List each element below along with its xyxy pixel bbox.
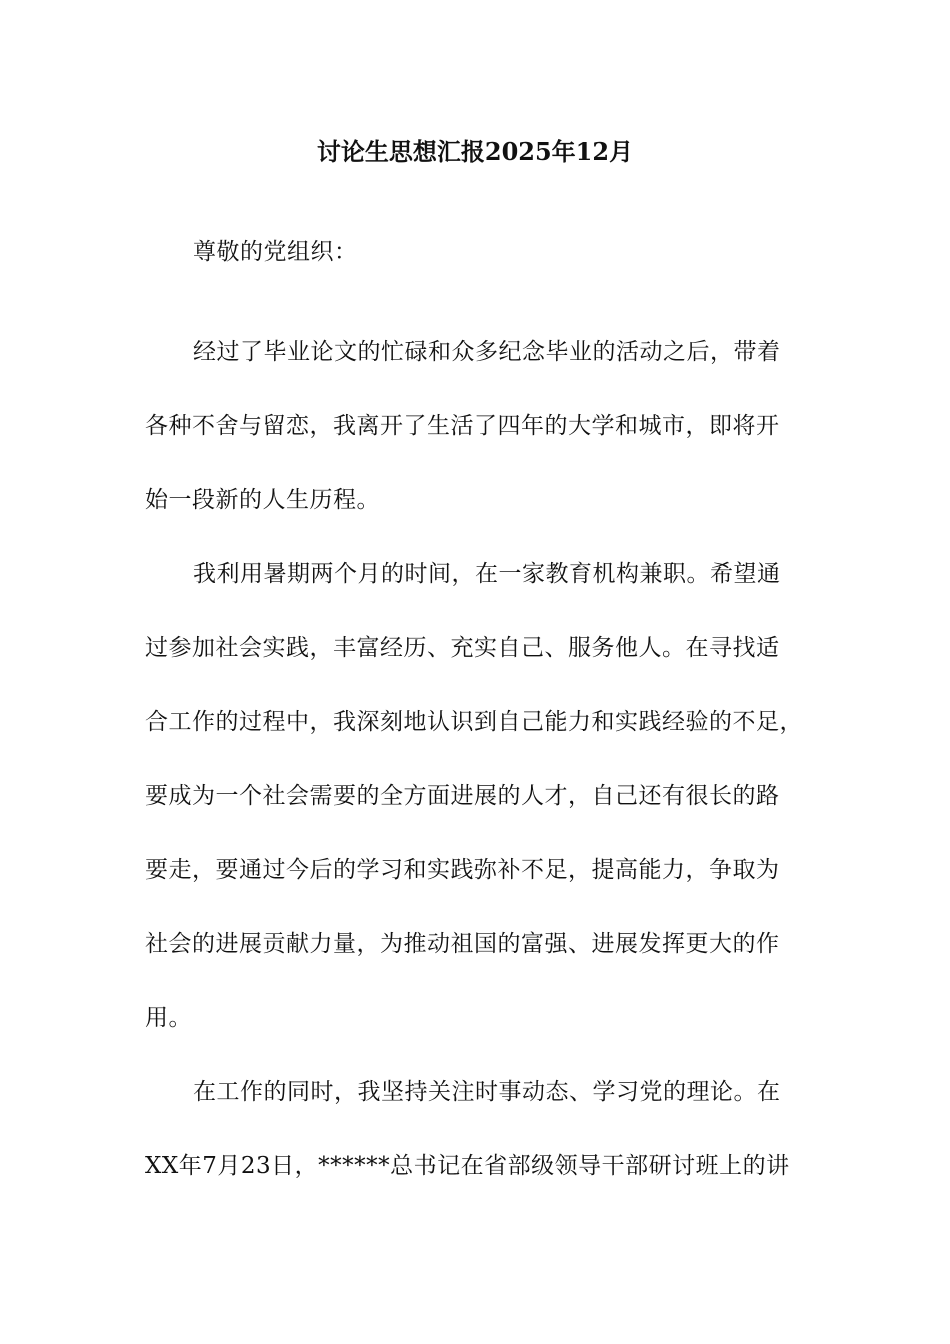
paragraph-1-line-3: 始一段新的人生历程。	[145, 487, 380, 513]
paragraph-2-line-1: 我利用暑期两个月的时间，在一家教育机构兼职。希望通	[193, 561, 781, 587]
paragraph-3-line-1: 在工作的同时，我坚持关注时事动态、学习党的理论。在	[193, 1079, 781, 1105]
paragraph-2-line-3: 合工作的过程中，我深刻地认识到自己能力和实践经验的不足，	[145, 709, 803, 735]
paragraph-2-line-7: 用。	[145, 1005, 192, 1031]
paragraph-3-line-2: XX年7月23日，******总书记在省部级领导干部研讨班上的讲	[145, 1153, 790, 1179]
paragraph-2-line-5: 要走，要通过今后的学习和实践弥补不足，提高能力，争取为	[145, 857, 780, 883]
paragraph-2-line-4: 要成为一个社会需要的全方面进展的人才，自己还有很长的路	[145, 783, 780, 809]
paragraph-2-line-2: 过参加社会实践，丰富经历、充实自己、服务他人。在寻找适	[145, 635, 780, 661]
paragraph-1-line-2: 各种不舍与留恋，我离开了生活了四年的大学和城市，即将开	[145, 413, 780, 439]
salutation: 尊敬的党组织：	[193, 239, 358, 265]
paragraph-2-line-6: 社会的进展贡献力量，为推动祖国的富强、进展发挥更大的作	[145, 931, 780, 957]
paragraph-1-line-1: 经过了毕业论文的忙碌和众多纪念毕业的活动之后，带着	[193, 339, 781, 365]
document-title: 讨论生思想汇报2025年12月	[316, 137, 634, 166]
